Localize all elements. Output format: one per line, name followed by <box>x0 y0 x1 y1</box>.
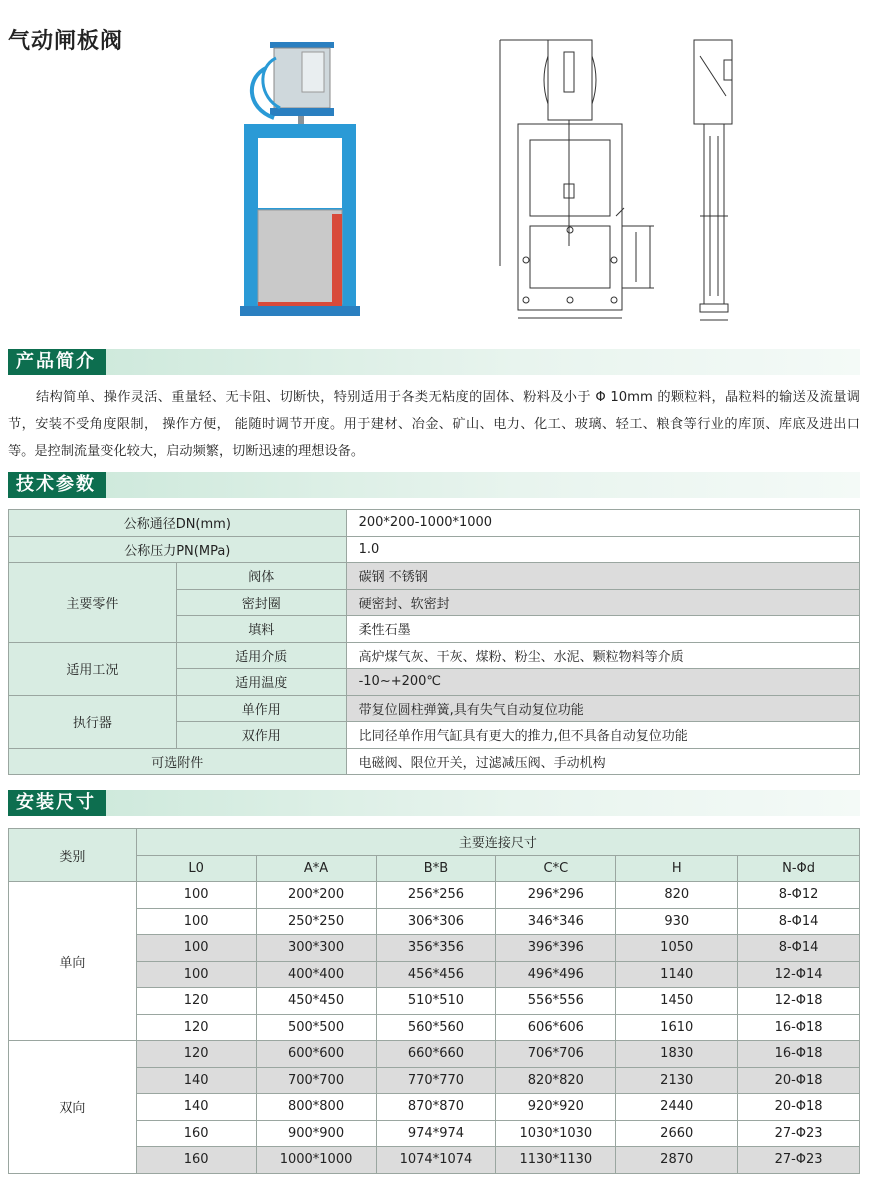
table-cell: 2130 <box>616 1067 738 1094</box>
dims-column-header: C*C <box>496 855 616 882</box>
table-cell: 2440 <box>616 1094 738 1121</box>
spec-key: 公称压力PN(MPa) <box>9 536 347 563</box>
spec-row <box>9 536 860 563</box>
table-cell: 160 <box>136 1147 256 1174</box>
spec-value: 1.0 <box>346 536 859 563</box>
spec-group: 适用工况 <box>9 642 177 695</box>
table-cell: 510*510 <box>376 988 496 1015</box>
spec-key: 适用温度 <box>176 669 346 696</box>
dims-table <box>8 828 860 1174</box>
table-cell: 356*356 <box>376 935 496 962</box>
table-row <box>9 908 860 935</box>
valve-photo-illustration <box>236 38 366 324</box>
spec-key: 公称通径DN(mm) <box>9 510 347 537</box>
table-row <box>9 882 860 909</box>
table-cell: 450*450 <box>256 988 376 1015</box>
side-technical-drawing <box>686 36 746 326</box>
intro-paragraph: 结构简单、操作灵活、重量轻、无卡阻、切断快，特别适用于各类无粘度的固体、粉料及小于 Φ 10mm 的颗粒料，晶粒料的输送及流量调节，安装不受角度限制， 操作方便， 能随时调节开度。用于建材、冶金、矿山、电力、化工、玻璃、轻工、粮食等行业的库顶、库底及进出口等。是控制流量变化较大，启动频繁，切断迅速的理想设备。 <box>8 390 860 459</box>
table-cell: 1074*1074 <box>376 1147 496 1174</box>
table-cell: 2660 <box>616 1120 738 1147</box>
table-row <box>9 1041 860 1068</box>
table-cell: 27-Φ23 <box>738 1147 860 1174</box>
table-cell: 20-Φ18 <box>738 1094 860 1121</box>
table-cell: 100 <box>136 882 256 909</box>
table-cell: 160 <box>136 1120 256 1147</box>
spec-value: 碳钢 不锈钢 <box>346 563 859 590</box>
spec-value: 带复位圆柱弹簧,具有失气自动复位功能 <box>346 695 859 722</box>
table-row <box>9 935 860 962</box>
table-row <box>9 1147 860 1174</box>
spec-row <box>9 642 860 669</box>
table-cell: 306*306 <box>376 908 496 935</box>
dims-category-header: 类别 <box>9 829 137 882</box>
spec-group: 执行器 <box>9 695 177 748</box>
table-cell: 250*250 <box>256 908 376 935</box>
table-cell: 820 <box>616 882 738 909</box>
table-cell: 16-Φ18 <box>738 1041 860 1068</box>
dims-category-cell: 单向 <box>9 882 137 1041</box>
dims-header-row <box>9 829 860 856</box>
table-cell: 800*800 <box>256 1094 376 1121</box>
table-cell: 700*700 <box>256 1067 376 1094</box>
table-cell: 820*820 <box>496 1067 616 1094</box>
dims-column-header: L0 <box>136 855 256 882</box>
table-cell: 974*974 <box>376 1120 496 1147</box>
table-row <box>9 1120 860 1147</box>
spec-value: 高炉煤气灰、干灰、煤粉、粉尘、水泥、颗粒物料等介质 <box>346 642 859 669</box>
table-cell: 8-Φ14 <box>738 935 860 962</box>
spec-row <box>9 695 860 722</box>
spec-value: 柔性石墨 <box>346 616 859 643</box>
table-cell: 120 <box>136 1041 256 1068</box>
spec-table <box>8 509 860 775</box>
section-header-dims <box>8 790 860 816</box>
table-row <box>9 1067 860 1094</box>
dims-group-header: 主要连接尺寸 <box>136 829 859 856</box>
table-cell: 496*496 <box>496 961 616 988</box>
table-cell: 1050 <box>616 935 738 962</box>
table-cell: 400*400 <box>256 961 376 988</box>
table-cell: 1130*1130 <box>496 1147 616 1174</box>
spec-value: 硬密封、软密封 <box>346 589 859 616</box>
spec-row <box>9 748 860 775</box>
spec-key: 可选附件 <box>9 748 347 775</box>
spec-value: 电磁阀、限位开关，过滤减压阀、手动机构 <box>346 748 859 775</box>
spec-key: 单作用 <box>176 695 346 722</box>
table-cell: 770*770 <box>376 1067 496 1094</box>
dims-column-row <box>9 855 860 882</box>
table-cell: 120 <box>136 1014 256 1041</box>
dims-category-cell: 双向 <box>9 1041 137 1174</box>
table-cell: 556*556 <box>496 988 616 1015</box>
spec-row <box>9 563 860 590</box>
table-cell: 456*456 <box>376 961 496 988</box>
table-row <box>9 1014 860 1041</box>
spec-value: 比同径单作用气缸具有更大的推力,但不具备自动复位功能 <box>346 722 859 749</box>
section-header-spec <box>8 472 860 498</box>
table-cell: 900*900 <box>256 1120 376 1147</box>
table-cell: 1450 <box>616 988 738 1015</box>
table-cell: 296*296 <box>496 882 616 909</box>
table-cell: 1140 <box>616 961 738 988</box>
section-title-spec: 技术参数 <box>8 472 106 498</box>
table-row <box>9 988 860 1015</box>
table-cell: 606*606 <box>496 1014 616 1041</box>
section-header-intro <box>8 349 860 375</box>
table-cell: 346*346 <box>496 908 616 935</box>
table-cell: 396*396 <box>496 935 616 962</box>
dims-column-header: N-Φd <box>738 855 860 882</box>
table-cell: 1000*1000 <box>256 1147 376 1174</box>
dims-column-header: H <box>616 855 738 882</box>
table-cell: 8-Φ14 <box>738 908 860 935</box>
table-cell: 100 <box>136 961 256 988</box>
dims-column-header: B*B <box>376 855 496 882</box>
spec-value: 200*200-1000*1000 <box>346 510 859 537</box>
table-cell: 660*660 <box>376 1041 496 1068</box>
table-cell: 100 <box>136 908 256 935</box>
table-cell: 200*200 <box>256 882 376 909</box>
table-cell: 560*560 <box>376 1014 496 1041</box>
table-cell: 1830 <box>616 1041 738 1068</box>
table-cell: 140 <box>136 1067 256 1094</box>
spec-row <box>9 510 860 537</box>
section-title-intro: 产品简介 <box>8 349 106 375</box>
spec-key: 密封圈 <box>176 589 346 616</box>
table-cell: 870*870 <box>376 1094 496 1121</box>
table-row <box>9 961 860 988</box>
product-figures <box>0 30 870 330</box>
spec-key: 适用介质 <box>176 642 346 669</box>
table-cell: 706*706 <box>496 1041 616 1068</box>
table-cell: 600*600 <box>256 1041 376 1068</box>
table-cell: 930 <box>616 908 738 935</box>
table-cell: 140 <box>136 1094 256 1121</box>
table-cell: 8-Φ12 <box>738 882 860 909</box>
table-cell: 20-Φ18 <box>738 1067 860 1094</box>
table-cell: 27-Φ23 <box>738 1120 860 1147</box>
dims-column-header: A*A <box>256 855 376 882</box>
spec-key: 双作用 <box>176 722 346 749</box>
table-cell: 1610 <box>616 1014 738 1041</box>
spec-value: -10~+200℃ <box>346 669 859 696</box>
spec-key: 填料 <box>176 616 346 643</box>
table-cell: 12-Φ14 <box>738 961 860 988</box>
table-row <box>9 1094 860 1121</box>
table-cell: 120 <box>136 988 256 1015</box>
section-title-dims: 安装尺寸 <box>8 790 106 816</box>
spec-group: 主要零件 <box>9 563 177 643</box>
table-cell: 920*920 <box>496 1094 616 1121</box>
table-cell: 1030*1030 <box>496 1120 616 1147</box>
table-cell: 16-Φ18 <box>738 1014 860 1041</box>
page-title: 气动闸板阀 <box>8 29 124 54</box>
table-cell: 100 <box>136 935 256 962</box>
table-cell: 300*300 <box>256 935 376 962</box>
table-cell: 500*500 <box>256 1014 376 1041</box>
front-technical-drawing <box>490 36 670 326</box>
table-cell: 12-Φ18 <box>738 988 860 1015</box>
table-cell: 256*256 <box>376 882 496 909</box>
spec-key: 阀体 <box>176 563 346 590</box>
table-cell: 2870 <box>616 1147 738 1174</box>
